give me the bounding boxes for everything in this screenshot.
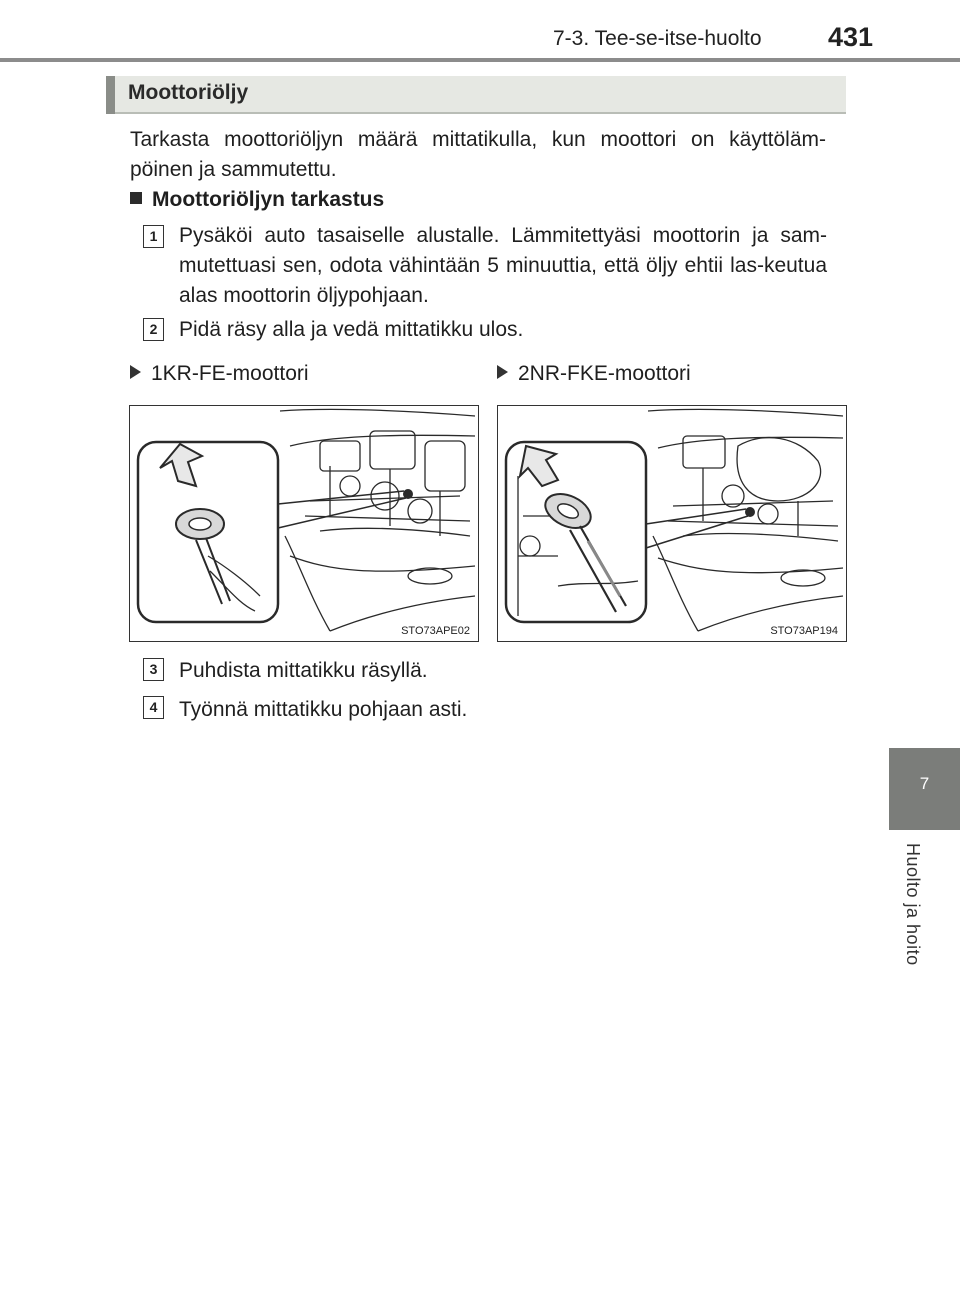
step-text-4: Työnnä mittatikku pohjaan asti. [179,698,468,721]
variant-label-text: 2NR-FKE-moottori [518,362,691,385]
variant-label-1kr [130,362,309,386]
chapter-tab [889,748,960,830]
section-reference: 7-3. Tee-se-itse-huolto [553,27,762,50]
step-number-1: 1 [143,225,164,248]
step-number-4: 4 [143,696,164,719]
section-title: Moottoriöljy [128,81,249,104]
variant-label-2nr [497,362,691,386]
step-text-3: Puhdista mittatikku räsyllä. [179,659,428,682]
engine-illustration-1kr [130,406,478,641]
engine-illustration-2nr [498,406,846,641]
figure-2nr-dipstick [497,405,847,642]
step-number-2: 2 [143,318,164,341]
figure-1kr-dipstick [129,405,479,642]
triangle-bullet-icon [497,365,508,379]
triangle-bullet-icon [130,365,141,379]
step-text-2: Pidä räsy alla ja vedä mittatikku ulos. [179,318,524,341]
subheading [130,188,384,212]
section-heading-bar [106,76,846,114]
step-number-3: 3 [143,658,164,681]
figure-code: STO73APE02 [401,625,470,637]
step-text-1: Pysäköi auto tasaiselle alustalle. Lämmitettyäsi moottorin ja sam-mutettuasi sen, odota vähintään 5 minuuttia, että öljy ehtii las-keutua alas moottorin öljypohjaan. [179,224,827,307]
square-bullet-icon [130,192,142,204]
variant-label-text: 1KR-FE-moottori [151,362,309,385]
intro-paragraph: Tarkasta moottoriöljyn määrä mittatikulla, kun moottori on käyttöläm-pöinen ja sammutettu. [130,128,826,181]
figure-code: STO73AP194 [770,625,838,637]
chapter-label: Huolto ja hoito [903,843,923,966]
header-rule [0,58,960,62]
subheading-text: Moottoriöljyn tarkastus [152,188,385,211]
page-number: 431 [828,22,874,52]
chapter-number: 7 [919,774,930,793]
